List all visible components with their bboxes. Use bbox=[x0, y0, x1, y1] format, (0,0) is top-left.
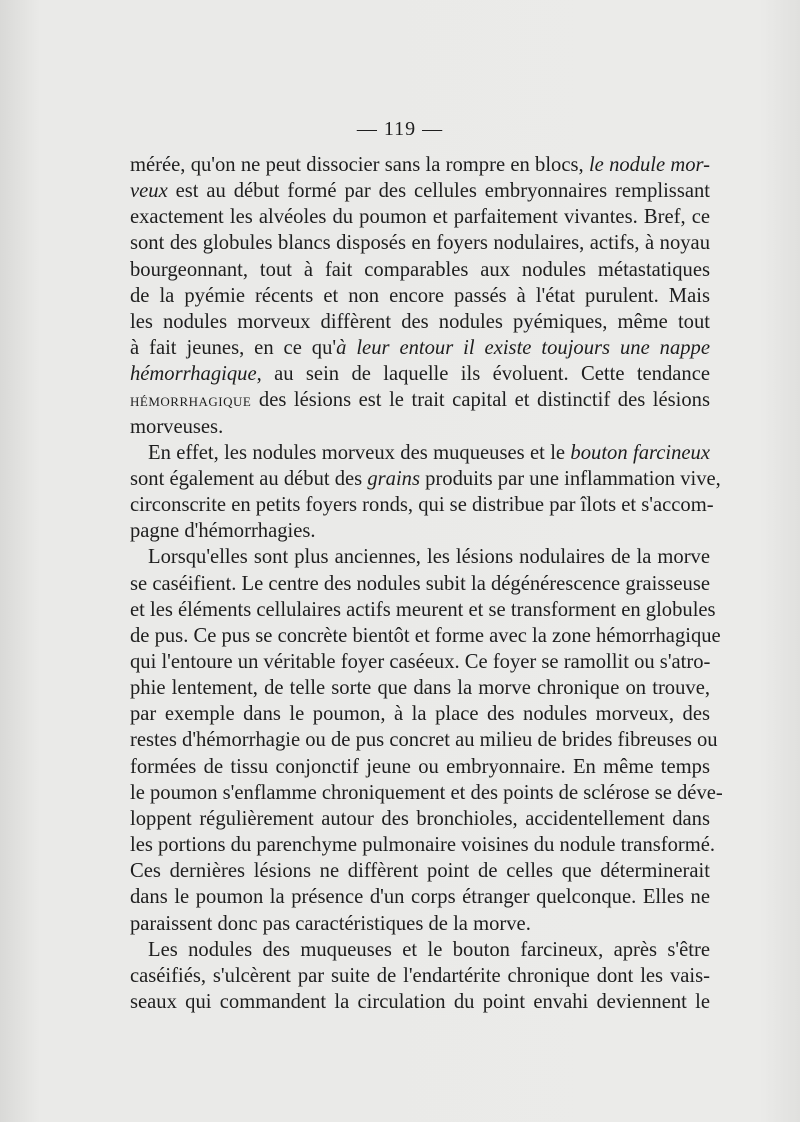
text-line: exactement les alvéoles du poumon et parfaitement vivantes. Bref, ce bbox=[130, 206, 710, 229]
body-text bbox=[130, 152, 723, 1015]
text-line: hémorrhagique des lésions est le trait capital et distinctif des lésions bbox=[130, 389, 710, 412]
italic-text: le nodule mor- bbox=[588, 154, 711, 176]
text-line: à fait jeunes, en ce qu'à leur entour il existe toujours une nappe bbox=[130, 337, 710, 360]
text-line: loppent régulièrement autour des bronchioles, accidentellement dans bbox=[130, 807, 710, 830]
text-line: morveuses. bbox=[130, 415, 224, 438]
text-line: bourgeonnant, tout à fait comparables aux nodules métastatiques bbox=[130, 258, 710, 281]
text-line: En effet, les nodules morveux des muqueuses et le bouton farcineux bbox=[148, 441, 710, 464]
text-line: qui l'entoure un véritable foyer caséeux. Ce foyer se ramollit ou s'atro- bbox=[130, 650, 711, 673]
text-line: sont des globules blancs disposés en foyers nodulaires, actifs, à noyau bbox=[130, 232, 710, 255]
page-number: — 119 — bbox=[356, 118, 444, 140]
text-line: les portions du parenchyme pulmonaire voisines du nodule transformé. bbox=[130, 834, 716, 857]
text-line: de la pyémie récents et non encore passés à l'état purulent. Mais bbox=[130, 284, 710, 307]
text-line: Les nodules des muqueuses et le bouton farcineux, après s'être bbox=[148, 938, 710, 961]
small-caps-text: hémorrhagique bbox=[130, 390, 252, 411]
text-line: les nodules morveux diffèrent des nodules pyémiques, même tout bbox=[130, 310, 710, 333]
italic-text: grains bbox=[367, 467, 420, 490]
text-line: pagne d'hémorrhagies. bbox=[130, 520, 316, 543]
text-line: dans le poumon la présence d'un corps étranger quelconque. Elles ne bbox=[130, 886, 710, 909]
text-line: seaux qui commandent la circulation du point envahi deviennent le bbox=[130, 991, 710, 1013]
text-line: phie lentement, de telle sorte que dans la morve chronique on trouve, bbox=[130, 677, 710, 700]
text-line: Ces dernières lésions ne diffèrent point de celles que déterminerait bbox=[130, 860, 710, 883]
italic-text: à leur entour il existe toujours une nappe bbox=[336, 337, 710, 360]
text-line: se caséifient. Le centre des nodules subit la dégénérescence graisseuse bbox=[130, 572, 710, 595]
text-line: et les éléments cellulaires actifs meurent et se transforment en globules bbox=[130, 598, 716, 621]
italic-text: veux bbox=[130, 180, 168, 203]
italic-text: bouton farcineux bbox=[570, 441, 710, 464]
text-line: Lorsqu'elles sont plus anciennes, les lésions nodulaires de la morve bbox=[148, 546, 710, 569]
text-line: formées de tissu conjonctif jeune ou embryonnaire. En même temps bbox=[130, 755, 710, 778]
text-line: circonscrite en petits foyers ronds, qui se distribue par îlots et s'accom- bbox=[130, 494, 714, 517]
text-line: caséifiés, s'ulcèrent par suite de l'endartérite chronique dont les vais- bbox=[130, 964, 710, 987]
text-line: de pus. Ce pus se concrète bientôt et forme avec la zone hémorrhagique bbox=[130, 624, 721, 647]
text-line: restes d'hémorrhagie ou de pus concret au milieu de brides fibreuses ou bbox=[130, 729, 718, 752]
text-line: le poumon s'enflamme chroniquement et des points de sclérose se déve- bbox=[130, 781, 723, 804]
text-line: par exemple dans le poumon, à la place des nodules morveux, des bbox=[130, 703, 710, 726]
text-line: mérée, qu'on ne peut dissocier sans la rompre en blocs, le nodule mor- bbox=[130, 154, 711, 176]
text-line: veux est au début formé par des cellules embryonnaires remplissant bbox=[130, 180, 710, 203]
italic-text: hémorrhagique bbox=[130, 363, 257, 386]
text-line: sont également au début des grains produits par une inflammation vive, bbox=[130, 467, 721, 490]
text-line: hémorrhagique, au sein de laquelle ils évoluent. Cette tendance bbox=[130, 363, 710, 386]
text-line: paraissent donc pas caractéristiques de la morve. bbox=[130, 912, 531, 935]
